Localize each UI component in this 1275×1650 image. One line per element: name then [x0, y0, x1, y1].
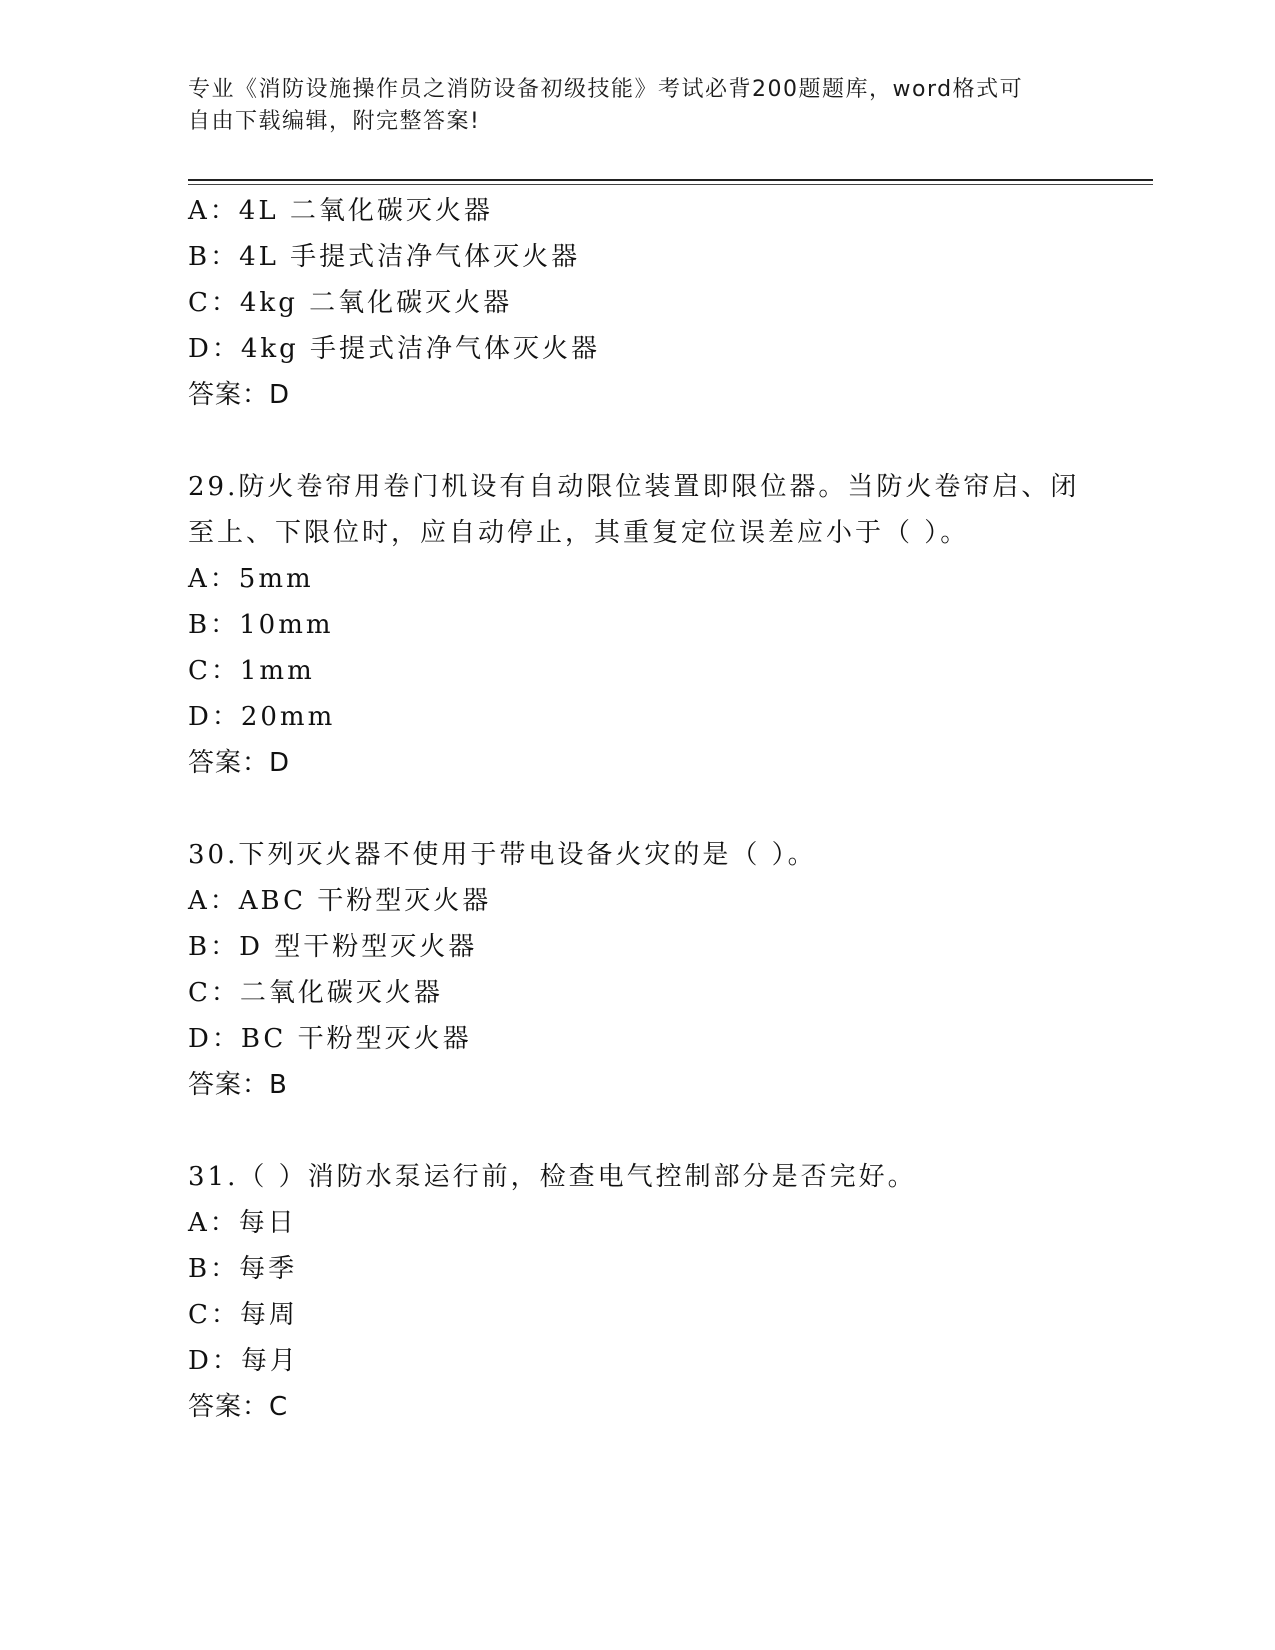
question-text-line: 29.防火卷帘用卷门机设有自动限位装置即限位器。当防火卷帘启、闭: [188, 472, 1080, 502]
option-a: A：5mm: [188, 564, 314, 594]
option-a: A：每日: [188, 1208, 297, 1238]
option-b: B：D 型干粉型灭火器: [188, 932, 478, 962]
answer-line: 答案：D: [188, 748, 291, 778]
question-list: [188, 188, 1088, 1430]
option-c: C：1mm: [188, 656, 315, 686]
option-d: D：每月: [188, 1346, 299, 1376]
option-b: B：10mm: [188, 610, 334, 640]
header-divider-thin: [188, 184, 1153, 185]
option-d: D：20mm: [188, 702, 336, 732]
question-text-line: 31.（ ）消防水泵运行前，检查电气控制部分是否完好。: [188, 1162, 917, 1192]
document-header: [188, 74, 1068, 138]
option-a: A：ABC 干粉型灭火器: [188, 886, 492, 916]
option-c: C：每周: [188, 1300, 298, 1330]
answer-line: 答案：C: [188, 1392, 289, 1422]
option-c: C：4kg 二氧化碳灭火器: [188, 288, 513, 318]
option-b: B：4L 手提式洁净气体灭火器: [188, 242, 581, 272]
header-line-1: 专业《消防设施操作员之消防设备初级技能》考试必背200题题库，word格式可: [188, 77, 1024, 102]
option-b: B：每季: [188, 1254, 298, 1284]
header-line-2: 自由下载编辑，附完整答案!: [188, 109, 481, 134]
answer-line: 答案：B: [188, 1070, 288, 1100]
option-d: D：4kg 手提式洁净气体灭火器: [188, 334, 601, 364]
question-text-line: 30.下列灭火器不使用于带电设备火灾的是（ ）。: [188, 840, 817, 870]
question-block-28: [188, 188, 1088, 418]
question-text-line: 至上、下限位时，应自动停止，其重复定位误差应小于（ ）。: [188, 518, 970, 548]
question-block-29: [188, 464, 1088, 786]
option-c: C：二氧化碳灭火器: [188, 978, 443, 1008]
question-block-30: [188, 832, 1088, 1108]
option-d: D：BC 干粉型灭火器: [188, 1024, 472, 1054]
question-block-31: [188, 1154, 1088, 1430]
option-a: A：4L 二氧化碳灭火器: [188, 196, 493, 226]
header-divider: [188, 179, 1153, 181]
answer-line: 答案：D: [188, 380, 291, 410]
